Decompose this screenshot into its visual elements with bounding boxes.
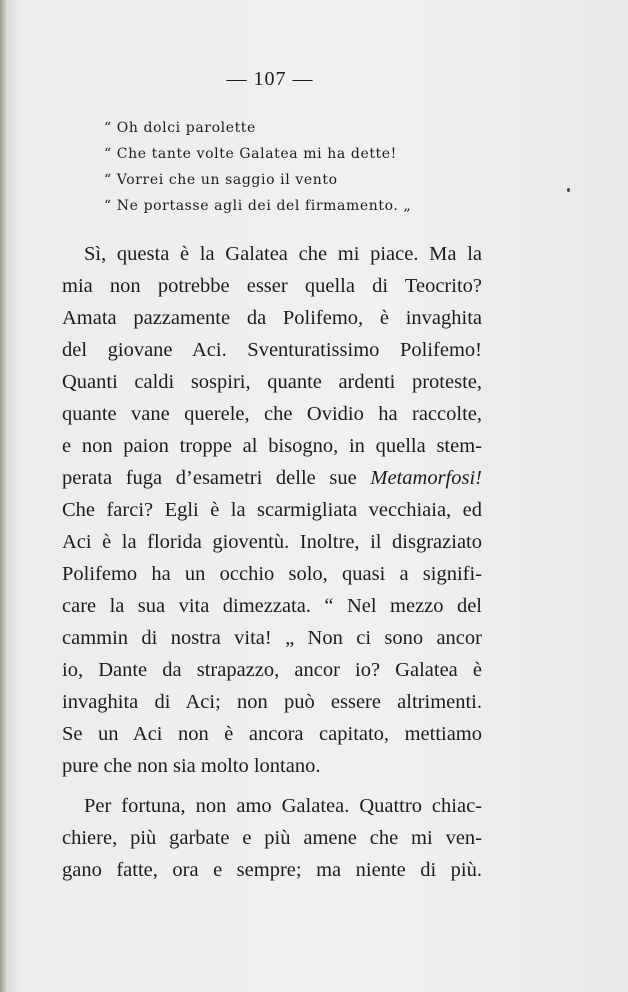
prose-line xyxy=(62,462,482,494)
prose-line: gano fatte, ora e sempre; ma niente di più. xyxy=(62,859,482,881)
prose-line: Sì, questa è la Galatea che mi piace. Ma la xyxy=(84,243,482,265)
prose-line: Amata pazzamente da Polifemo, è invaghita xyxy=(62,307,482,329)
poem-line: “ Ne portasse agli dei del firmamento. „ xyxy=(104,198,412,214)
prose-line: Se un Aci non è ancora capitato, mettiamo xyxy=(62,723,482,745)
poem-quote xyxy=(104,115,411,219)
prose-line: e non paion troppe al bisogno, in quella stem- xyxy=(62,435,482,457)
prose-text: perata fuga d’esametri delle sue xyxy=(62,467,371,489)
prose-line: io, Dante da strapazzo, ancor io? Galatea è xyxy=(62,659,482,681)
prose-line: cammin di nostra vita! „ Non ci sono ancor xyxy=(62,627,482,649)
poem-line: “ Che tante volte Galatea mi ha dette! xyxy=(104,146,397,162)
prose-line: mia non potrebbe esser quella di Teocrito? xyxy=(62,275,482,297)
poem-line: “ Oh dolci parolette xyxy=(104,120,256,136)
prose-line: invaghita di Aci; non può essere altrimenti. xyxy=(62,691,482,713)
ink-speck xyxy=(567,188,570,192)
prose-line: Aci è la florida gioventù. Inoltre, il disgraziato xyxy=(62,531,482,553)
page-number: — 107 — xyxy=(226,68,314,90)
poem-line: “ Vorrei che un saggio il vento xyxy=(104,172,338,188)
page-binding-edge xyxy=(0,0,6,992)
prose-line: pure che non sia molto lontano. xyxy=(62,755,321,777)
prose-line: Quanti caldi sospiri, quante ardenti proteste, xyxy=(62,371,482,393)
book-title-italic: Metamorfosi! xyxy=(370,467,482,489)
prose-line: chiere, più garbate e più amene che mi ven- xyxy=(62,827,482,849)
prose-line: quante vane querele, che Ovidio ha raccolte, xyxy=(62,403,482,425)
prose-line: care la sua vita dimezzata. “ Nel mezzo del xyxy=(62,595,482,617)
prose-body xyxy=(62,238,482,886)
prose-line: del giovane Aci. Sventuratissimo Polifemo! xyxy=(62,339,482,361)
prose-line: Che farci? Egli è la scarmigliata vecchiaia, ed xyxy=(62,499,482,521)
prose-line: Polifemo ha un occhio solo, quasi a signifi- xyxy=(62,563,482,585)
prose-line: Per fortuna, non amo Galatea. Quattro chiac- xyxy=(84,795,482,817)
